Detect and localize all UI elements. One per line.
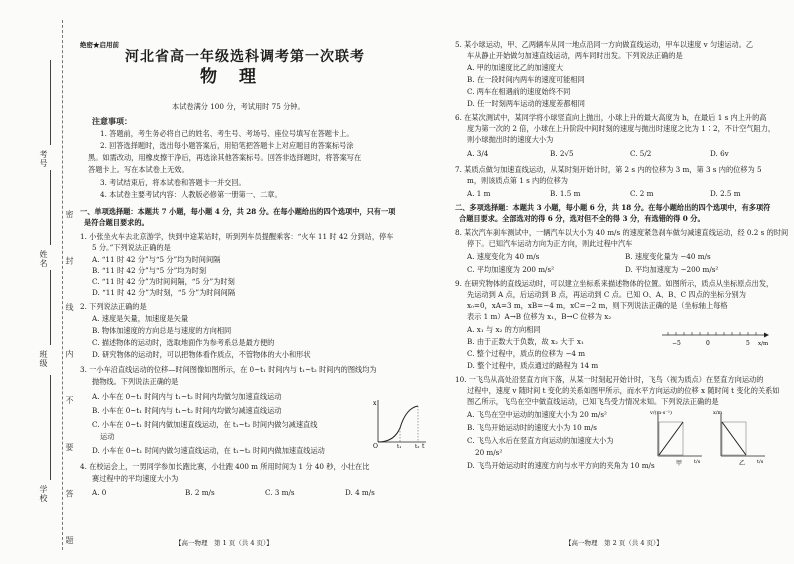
q9-axis-label: x/m <box>758 341 769 347</box>
confidential-mark: 绝密★启用前 <box>80 41 119 49</box>
q10-stem: 图乙所示，飞鸟在空中做直线运动，已知飞鸟受力情况未知。下列说法正确的是 <box>467 397 719 406</box>
subject-title: 物理 <box>200 67 278 87</box>
section2-heading: 二、多项选择题：本题共 3 小题，每小题 6 分，共 18 分。在每小题给出的四个选项中，有多项符 <box>455 203 771 212</box>
q7-option: C. 2 m <box>630 189 654 198</box>
q5-option: A. 甲的加速度比乙的加速度大 <box>467 63 564 72</box>
q6-stem: 6. 在某次测试中，某同学将小球竖直向上抛出，小球上升的最大高度为 h，在最后 1 s 内上升的高 <box>455 113 767 122</box>
q10-xt-graph <box>713 408 769 466</box>
seal-dashed-line <box>62 20 63 550</box>
q1-option: A. “11 时 42 分”与“5 分”均为时间间隔 <box>92 255 221 264</box>
margin-underline <box>50 170 51 245</box>
q9-option: C. 整个过程中，质点的位移为 −4 m <box>467 349 586 358</box>
q3-option: 运动 <box>100 432 115 441</box>
q7-option: D. 2.5 m <box>710 189 741 198</box>
q3-graph-x-label: t <box>422 443 425 448</box>
q8-stem: 停下。已知汽车运动方向为正方向，则此过程中汽车 <box>467 239 633 248</box>
binding-margin <box>0 0 72 564</box>
q4-stem: 赛过程中的平均速度大小为 <box>92 474 179 483</box>
q10-option: B. 飞鸟开始运动时的速度大小为 10 m/s <box>467 423 597 432</box>
q3-graph-t1: t₁ <box>397 444 402 448</box>
q9-option: D. 整个过程中，质点通过的路程为 14 m <box>467 361 599 370</box>
q10-option: D. 飞鸟开始运动时的速度方向与水平方向的夹角为 10 m/s <box>467 461 655 470</box>
q7-option: A. 1 m <box>467 189 491 198</box>
q1-option: D. “11 时 42 分”为时刻，“5 分”为时间间隔 <box>92 288 236 297</box>
q9-number-line <box>660 327 772 349</box>
q9-axis-label: −5 <box>672 340 681 347</box>
q10-stem: 10. 一飞鸟从高处沿竖直方向下落，从某一时刻起开始计时，飞鸟（视为质点）在竖直方向运动的 <box>455 375 764 384</box>
q10-graph-a-y-label: v/(m·s⁻¹) <box>650 410 672 416</box>
notice-line: 黑。如需改动，用橡皮擦干净后，再选涂其他答案标号。回答非选择题时，将答案写在 <box>88 153 362 162</box>
q10-graph-b-x-label: t/s <box>757 459 764 465</box>
page-footer-left: 【高一物理 第 1 页（共 4 页）】 <box>175 539 273 547</box>
q3-graph-t2: t₂ <box>415 444 420 448</box>
q3-xt-graph <box>372 398 428 448</box>
q1-stem: 1. 小张坐火车去北京游学，快到中途某站时，听到列车员提醒乘客：“火车 11 时 42 分到站，停车 <box>80 232 394 241</box>
q10-stem: 过程中，速度 v 随时间 t 变化的关系如图甲所示，而水平方向运动的位移 x 随时间 t 变化的关系如 <box>467 386 780 395</box>
margin-underline <box>50 270 51 345</box>
q8-option: A. 速度变化为 40 m/s <box>467 252 540 261</box>
q2-option: A. 速度是矢量，加速度是矢量 <box>92 314 189 323</box>
section1-heading: 一、单项选择题：本题共 7 小题，每小题 4 分，共 28 分。在每小题给出的四个选项中，只有一项 <box>80 207 396 216</box>
q4-option: A. 0 <box>92 488 107 497</box>
notice-line: 1. 答题前，考生务必将自己的姓名、考生号、考场号、座位号填写在答题卡上。 <box>100 129 354 138</box>
margin-underline <box>50 60 51 145</box>
q8-stem: 8. 某次汽车刹车测试中，一辆汽车以大小为 40 m/s 的速度紧急刹车做匀减速直线运动，经 0.2 s 的时间 <box>455 228 789 237</box>
margin-label-name: 姓名 <box>39 250 48 268</box>
q4-stem: 4. 在校运会上，一男同学参加长跑比赛，小壮跑 400 m 所用时间为 1 分 40 秒，小壮在比 <box>80 462 370 471</box>
notice-line: 2. 回答选择题时，选出每小题答案后，用铅笔把答题卡上对应题目的答案标号涂 <box>100 141 354 150</box>
exam-title: 河北省高一年级选科调考第一次联考 <box>125 49 365 65</box>
q5-option: B. 在一段时间内两车的速度可能相同 <box>467 75 585 84</box>
notice-line: 3. 考试结束后，将本试卷和答题卡一并交回。 <box>100 178 246 187</box>
q10-graph-a-caption: 甲 <box>676 460 683 466</box>
q5-stem: 5. 某小球运动，甲、乙两辆车从同一地点沿同一方向做直线运动，甲车以速度 v 匀速运动。乙 <box>455 40 754 49</box>
q2-option: C. 描述物体的运动时，选取地面作为参考系总是最方便的 <box>92 338 275 347</box>
q10-graph-a-x-label: t/s <box>694 459 701 465</box>
q2-stem: 2. 下列说法正确的是 <box>80 302 147 311</box>
margin-label-school: 学校 <box>39 485 48 503</box>
q9-option: A. x₁ 与 x₂ 的方向相同 <box>467 325 541 334</box>
q9-option: B. 由于正数大于负数，故 x₂ 大于 x₁ <box>467 337 584 346</box>
q10-graph-b-caption: 乙 <box>739 460 746 466</box>
q10-option: C. 飞鸟入水后在竖直方向运动的加速度大小为 <box>467 436 614 445</box>
q3-option: A. 小车在 0~t₁ 时间内与 t₁~t₂ 时间内均做匀加速直线运动 <box>92 392 282 401</box>
notice-line: 答题卡上。写在本试卷上无效。 <box>88 165 189 174</box>
page-footer-right: 【高一物理 第 2 页（共 4 页）】 <box>565 539 663 547</box>
q7-stem: 7. 某质点做匀加速直线运动，从某时刻开始计时，第 2 s 内的位移为 3 m，第 3 s 内的位移为 5 <box>455 165 762 174</box>
section2-heading: 合题目要求。全部选对的得 6 分，选对但不全的得 3 分，有选错的得 0 分。 <box>459 214 705 223</box>
q4-option: D. 4 m/s <box>345 488 375 497</box>
q5-stem: 车从静止开始做匀加速直线运动，两车同时出发。下列说法正确的是 <box>467 51 683 60</box>
q9-stem: 先运动到 A 点，后运动到 B 点，再运动到 C 点。已知 O、A、B、C 四点的坐标分别为 <box>467 290 746 299</box>
q10-option: A. 飞鸟在空中运动的加速度大小为 20 m/s² <box>467 410 607 419</box>
seal-notice: 密 封 线 内 不 要 答 题 <box>65 210 74 562</box>
q5-option: C. 两车在相遇前的速度始终不同 <box>467 87 571 96</box>
margin-underline <box>50 375 51 480</box>
q9-axis-label: 0 <box>706 340 710 347</box>
q3-option: C. 小车在 0~t₁ 时间内做加速直线运动，在 t₁~t₂ 时间内做匀减速直线 <box>92 420 318 429</box>
q8-option: D. 平均加速度为 −200 m/s² <box>625 265 719 274</box>
q4-option: C. 3 m/s <box>265 488 295 497</box>
q3-stem: 抛物线。下列说法正确的是 <box>92 377 179 386</box>
q4-option: B. 2 m/s <box>185 488 215 497</box>
q9-stem: 表示 1 m）A→B 位移为 x₁，B→C 位移为 x₂ <box>467 312 612 321</box>
margin-label-exam-no: 考号 <box>39 150 48 168</box>
section1-heading: 是符合题目要求的。 <box>84 218 149 227</box>
q6-option: A. 3/4 <box>467 149 489 158</box>
q9-axis-label: 5 <box>746 340 750 347</box>
q7-stem: m，则该质点第 1 s 内的位移为 <box>467 176 568 185</box>
q7-option: B. 1.5 m <box>550 189 581 198</box>
q10-graph-b-y-label: x/m <box>713 410 723 416</box>
q1-stem: 5 分。”下列说法正确的是 <box>92 243 171 252</box>
notice-line: 4. 本试卷主要考试内容：人教版必修第一册第一、二章。 <box>100 190 282 199</box>
notice-heading: 注意事项： <box>92 116 132 126</box>
q10-vt-graph <box>650 408 706 466</box>
q6-option: B. 2√5 <box>550 149 574 158</box>
q6-option: D. 6v <box>710 149 729 158</box>
q3-graph-origin: O <box>373 443 378 448</box>
q3-option: D. 小车在 0~t₁ 时间内做匀速直线运动，在 t₁~t₂ 时间内做加速直线运动 <box>92 446 325 455</box>
q6-stem: 则小球抛出时的速度大小为 <box>467 135 554 144</box>
q8-option: B. 速度变化量为 −40 m/s <box>625 252 711 261</box>
q3-option: B. 小车在 0~t₁ 时间内与 t₁~t₂ 时间内均做匀减速直线运动 <box>92 406 282 415</box>
q10-option: 20 m/s² <box>475 448 503 457</box>
q3-stem: 3. 一小车沿直线运动的位移—时间图像如图所示，在 0~t₁ 时间内与 t₁~t₂ 时间内的图线均为 <box>80 365 377 374</box>
q6-option: C. 5/2 <box>630 149 652 158</box>
q3-graph-y-label: x <box>373 400 377 407</box>
q8-option: C. 平均加速度为 200 m/s² <box>467 265 555 274</box>
q5-option: D. 任一时刻两车运动的速度差都相同 <box>467 99 585 108</box>
q2-option: D. 研究物体的运动时，可以把物体看作质点，不管物体的大小和形状 <box>92 350 311 359</box>
score-info: 本试卷满分 100 分，考试用时 75 分钟。 <box>172 102 305 111</box>
q6-stem: 度为第一次的 2 倍，小球在上升阶段中间时刻的速度与抛出时速度之比为 1∶2，不计空气阻力， <box>467 124 776 133</box>
q9-stem: x₀=0，xA=3 m，xB=−4 m，xC=−2 m，则下列说法正确的是（坐标轴上每格 <box>467 301 728 310</box>
q1-option: B. “11 时 42 分”与“5 分”均为时刻 <box>92 266 207 275</box>
margin-label-class: 班级 <box>39 350 48 368</box>
q1-option: C. “11 时 42 分”为时间间隔，“5 分”为时刻 <box>92 277 235 286</box>
q2-option: B. 物体加速度的方向总是与速度的方向相同 <box>92 326 232 335</box>
q9-stem: 9. 在研究物体的直线运动时，可以建立坐标系来描述物体的位置。如图所示，质点从坐标原点出发， <box>455 279 774 288</box>
